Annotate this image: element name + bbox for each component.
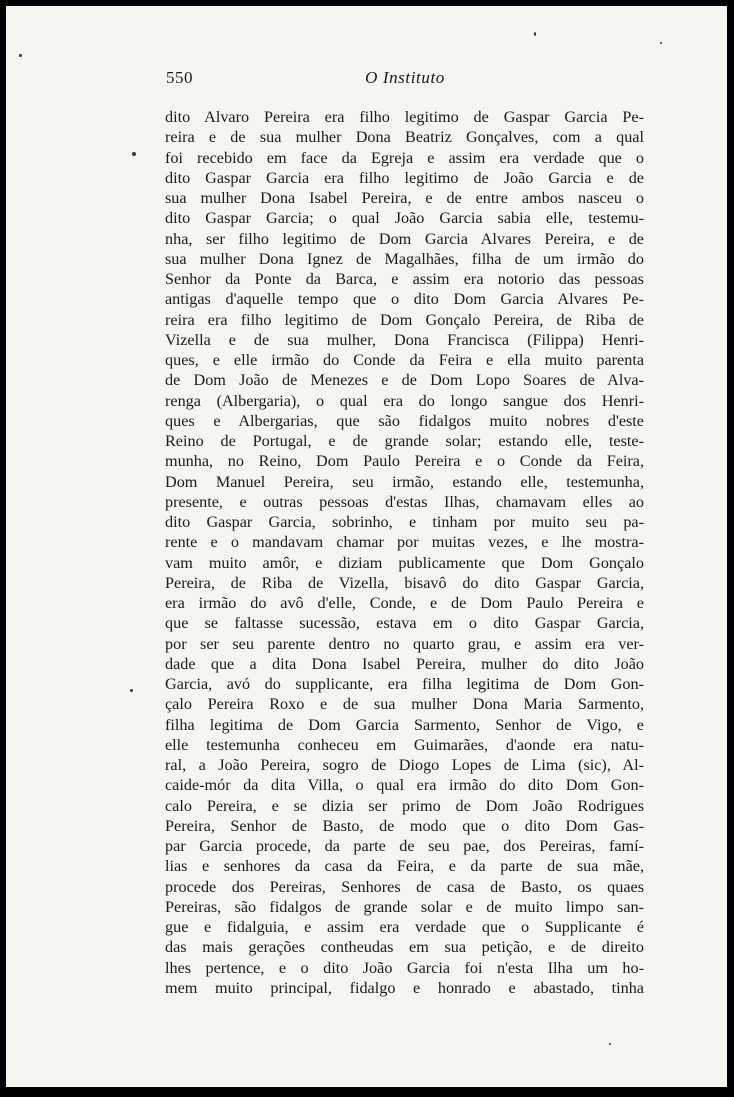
text-line: par Garcia procede, da parte de seu pae, dos Pereiras, famí- [165, 837, 644, 855]
scan-speck [609, 1043, 611, 1045]
text-line: dade que a dita Dona Isabel Pereira, mulher do dito João [165, 654, 644, 673]
scan-speck [130, 689, 133, 692]
text-line: reira era filho legitimo de Dom Gonçalo Pereira, de Riba de [165, 310, 644, 329]
text-line: lhes pertence, e o dito João Garcia foi n'esta Ilha um ho- [165, 958, 644, 977]
text-line: rente e o mandavam chamar por muitas vezes, e lhe mostra- [165, 533, 644, 552]
text-line: procede dos Pereiras, Senhores de casa de Basto, os quaes [165, 877, 644, 896]
text-line: era irmão do avô d'elle, Conde, e de Dom Paulo Pereira e [165, 594, 644, 612]
text-line: Pereira, de Riba de Vizella, bisavô do dito Gaspar Garcia, [165, 573, 644, 592]
text-line: mem muito principal, fidalgo e honrado e abastado, tinha [165, 978, 644, 997]
text-line: ral, a João Pereira, sogro de Diogo Lopes de Lima (sic), Al- [165, 756, 644, 774]
text-line: por ser seu parente dentro no quarto grau, e assim era ver- [165, 634, 644, 653]
text-line: sua mulher Dona Isabel Pereira, e de entre ambos nasceu o [165, 189, 644, 207]
text-line: Senhor da Ponte da Barca, e assim era notorio das pessoas [165, 270, 644, 288]
text-line: que se faltasse sucessão, estava em o dito Gaspar Garcia, [165, 614, 644, 633]
text-line: dito Alvaro Pereira era filho legitimo de Gaspar Garcia Pe- [165, 108, 644, 126]
text-line: sua mulher Dona Ignez de Magalhães, filha de um irmão do [165, 249, 644, 268]
text-line: Vizella e de sua mulher, Dona Francisca (Filippa) Henri- [165, 330, 644, 349]
text-line: lias e senhores da casa da Feira, e da parte de sua mãe, [165, 857, 644, 876]
text-line: foi recebido em face da Egreja e assim era verdade que o [165, 148, 644, 167]
text-line: munha, no Reino, Dom Paulo Pereira e o Conde da Feira, [165, 452, 644, 471]
scan-speck [132, 152, 136, 156]
text-line: vam muito amôr, e diziam publicamente que Dom Gonçalo [165, 553, 644, 572]
text-line: nha, ser filho legitimo de Dom Garcia Alvares Pereira, e de [165, 229, 644, 248]
text-line: Pereira, Senhor de Basto, de modo que o dito Dom Gas- [165, 816, 644, 835]
text-line: caide-mór da dita Villa, o qual era irmão do dito Dom Gon- [165, 776, 644, 795]
body-text [165, 107, 644, 998]
text-line: gue e fidalguia, e assim era verdade que o Supplicante é [165, 918, 644, 936]
text-line: renga (Albergaria), o qual era do longo sangue dos Henri- [165, 391, 644, 410]
text-line: de Dom João de Menezes e de Dom Lopo Soares de Alva- [165, 371, 644, 390]
text-line: ques, e elle irmão do Conde da Feira e ella muito parenta [165, 351, 644, 369]
text-line: ques e Albergarias, que são fidalgos muito nobres d'este [165, 411, 644, 430]
scan-speck [660, 42, 662, 44]
text-line: elle testemunha conheceu em Guimarães, d'aonde era natu- [165, 735, 644, 754]
text-line: Dom Manuel Pereira, seu irmão, estando elle, testemunha, [165, 472, 644, 491]
text-line: Garcia, avó do supplicante, era filha legitima de Dom Gon- [165, 675, 644, 693]
text-line: antigas d'aquelle tempo que o dito Dom Garcia Alvares Pe- [165, 290, 644, 309]
document-page [6, 6, 727, 1087]
running-head [166, 68, 644, 92]
text-line: dito Gaspar Garcia; o qual João Garcia sabia elle, testemu- [165, 209, 644, 228]
text-line: presente, e outras pessoas d'estas Ilhas, chamavam elles ao [165, 492, 644, 511]
text-line: filha legitima de Dom Garcia Sarmento, Senhor de Vigo, e [165, 715, 644, 734]
running-title: O Instituto [365, 68, 445, 87]
text-line: dito Gaspar Garcia era filho legitimo de João Garcia e de [165, 168, 644, 187]
text-line: reira e de sua mulher Dona Beatriz Gonçalves, com a qual [165, 128, 644, 147]
text-line: dito Gaspar Garcia, sobrinho, e tinham por muito seu pa- [165, 513, 644, 531]
text-line: calo Pereira, e se dizia ser primo de Dom João Rodrigues [165, 796, 644, 815]
text-line: Pereiras, são fidalgos de grande solar e de muito limpo san- [165, 897, 644, 916]
text-line: çalo Pereira Roxo e de sua mulher Dona Maria Sarmento, [165, 695, 644, 714]
scan-speck [534, 32, 536, 36]
scan-speck [19, 54, 22, 57]
text-line: Reino de Portugal, e de grande solar; estando elle, teste- [165, 432, 644, 450]
text-line: das mais gerações contheudas em sua petição, e de direito [165, 938, 644, 957]
page-number: 550 [166, 68, 193, 87]
